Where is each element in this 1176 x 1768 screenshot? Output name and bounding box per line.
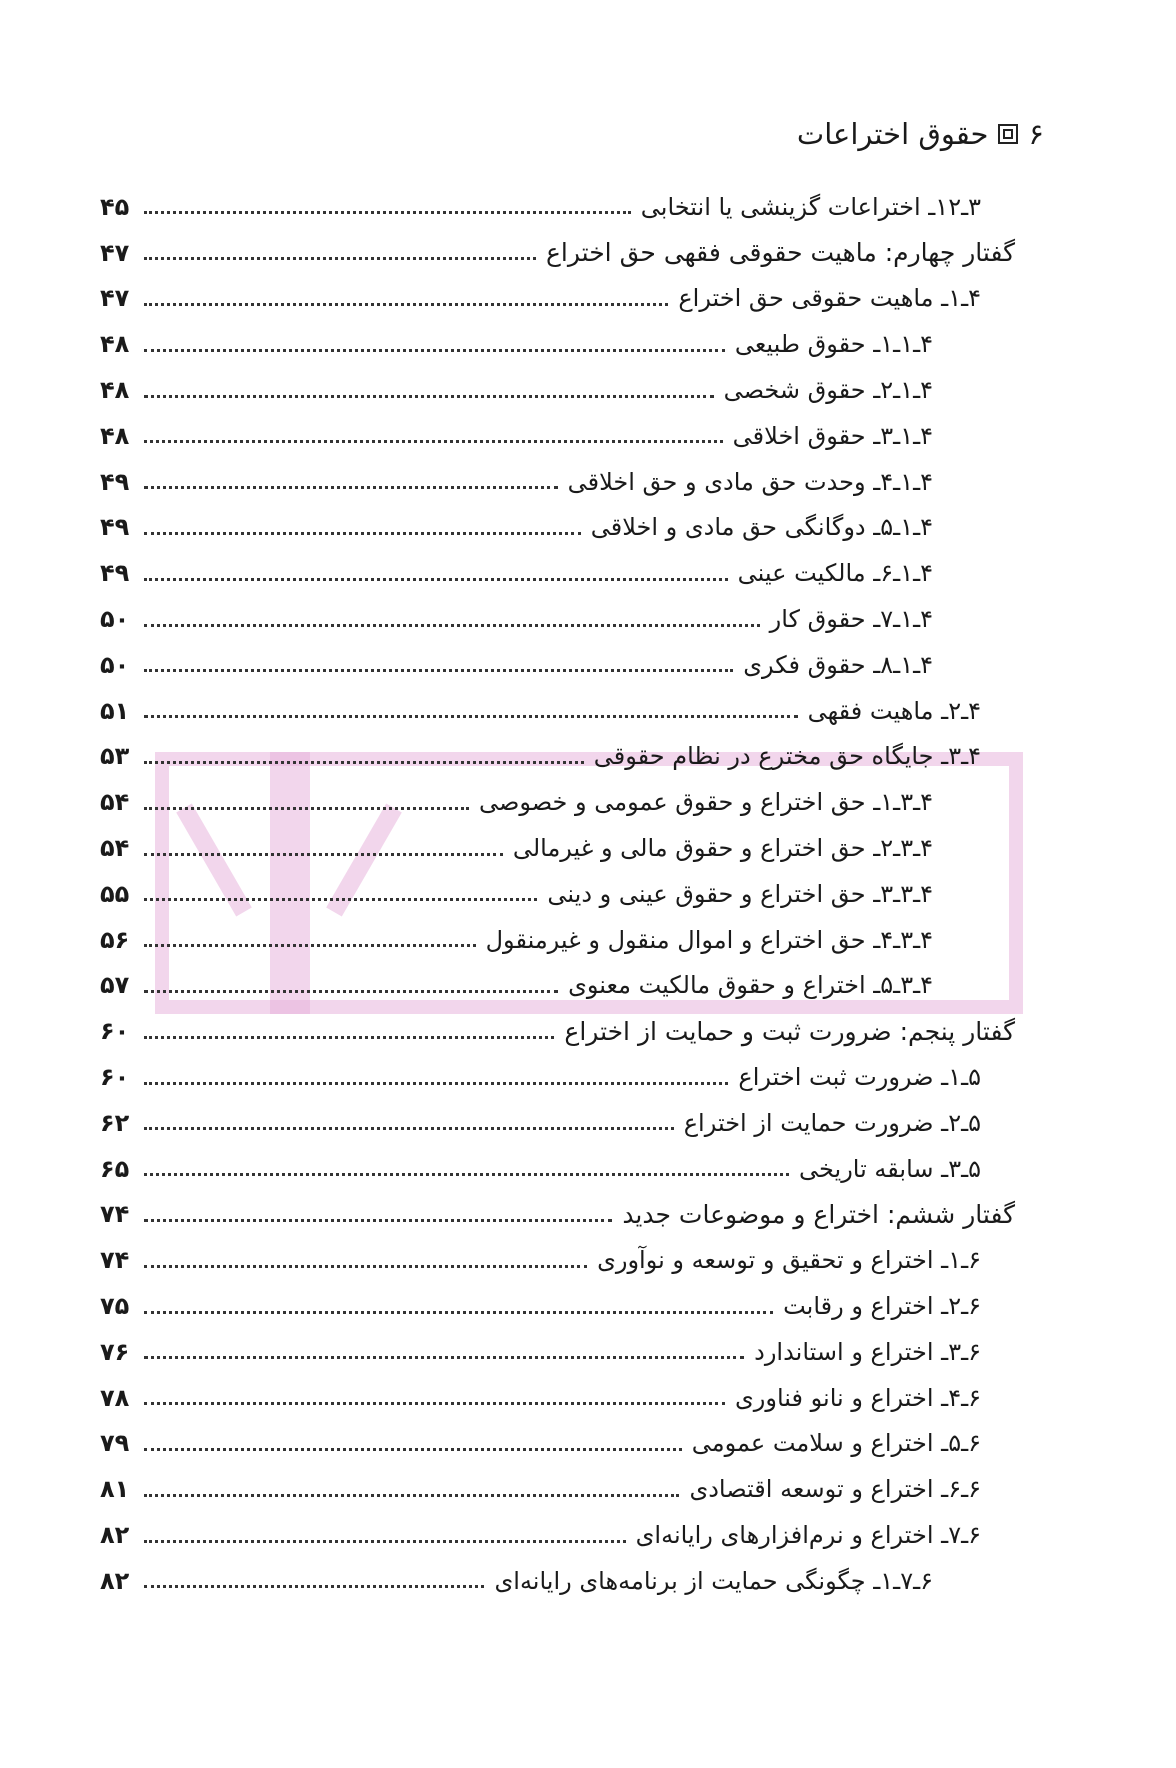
toc-entry (100, 505, 1015, 551)
dot-leader (144, 1082, 728, 1085)
dot-leader (144, 578, 728, 581)
toc-entry (100, 963, 1015, 1009)
toc-entry (100, 779, 1015, 825)
toc-entry (100, 184, 1015, 230)
page-number: ۶ (1028, 117, 1044, 151)
dot-leader (144, 1356, 744, 1359)
toc-entry-title: ۶ـ۱ـ اختراع و تحقیق و توسعه و نوآوری (597, 1246, 981, 1275)
dot-leader (144, 303, 668, 306)
toc-entry-page: ۵۳ (100, 742, 130, 771)
toc-entry-page: ۷۴ (100, 1200, 130, 1229)
toc-entry-title: ۴ـ۱ـ ماهیت حقوقی حق اختراع (678, 284, 981, 313)
toc-entry (100, 688, 1015, 734)
toc-entry-title: ۴ـ۳ـ۵ـ اختراع و حقوق مالکیت معنوی (568, 971, 933, 1000)
toc-entry-page: ۷۹ (100, 1429, 130, 1458)
dot-leader (144, 1173, 789, 1176)
toc-entry-page: ۴۷ (100, 238, 130, 267)
toc-entry-title: ۴ـ۱ـ۱ـ حقوق طبیعی (734, 330, 933, 359)
toc-entry (100, 825, 1015, 871)
toc-entry (100, 321, 1015, 367)
dot-leader (144, 807, 469, 810)
toc-entry (100, 871, 1015, 917)
dot-leader (144, 440, 723, 443)
toc-entry-page: ۵۰ (100, 605, 130, 634)
dot-leader (144, 1311, 773, 1314)
toc-entry-page: ۷۴ (100, 1246, 130, 1275)
dot-leader (144, 486, 558, 489)
toc-entry-title: ۳ـ۱۲ـ اختراعات گزینشی یا انتخابی (640, 192, 981, 221)
toc-entry (100, 734, 1015, 780)
toc-entry (100, 1283, 1015, 1329)
toc-entry (100, 1421, 1015, 1467)
toc-entry-title: ۴ـ۱ـ۷ـ حقوق کار (769, 605, 933, 634)
toc-entry-title: ۴ـ۱ـ۵ـ دوگانگی حق مادی و اخلاقی (590, 513, 933, 542)
dot-leader (144, 1402, 725, 1405)
dot-leader (144, 624, 760, 627)
toc-entry-page: ۵۴ (100, 788, 130, 817)
toc-entry (100, 413, 1015, 459)
toc-entry-title: ۵ـ۲ـ ضرورت حمایت از اختراع (683, 1108, 981, 1137)
toc-entry-title: ۴ـ۱ـ۳ـ حقوق اخلاقی (732, 421, 933, 450)
dot-leader (144, 211, 631, 214)
toc-entry-title: ۶ـ۳ـ اختراع و استاندارد (754, 1337, 981, 1366)
dot-leader (144, 898, 537, 901)
toc-entry-title: ۴ـ۳ـ۴ـ حق اختراع و اموال منقول و غیرمنقول (485, 925, 933, 954)
toc-entry-page: ۴۵ (100, 192, 130, 221)
toc-entry-title: ۴ـ۳ـ۱ـ حق اختراع و حقوق عمومی و خصوصی (478, 788, 933, 817)
dot-leader (144, 990, 558, 993)
toc-entry (100, 642, 1015, 688)
toc-entry-title: ۶ـ۷ـ اختراع و نرم‌افزارهای رایانه‌ای (635, 1521, 981, 1549)
toc-entry-page: ۶۵ (100, 1154, 130, 1183)
toc-entry (100, 596, 1015, 642)
page-header (797, 112, 1044, 156)
toc-entry (100, 276, 1015, 322)
toc-entry-page: ۷۸ (100, 1383, 130, 1412)
toc-entry (100, 1329, 1015, 1375)
toc-entry-page: ۸۲ (100, 1521, 130, 1549)
toc-entry-title: ۴ـ۳ـ جایگاه حق مخترع در نظام حقوقی (593, 742, 981, 771)
toc-entry-page: ۵۵ (100, 879, 130, 908)
toc-entry-page: ۶۰ (100, 1063, 130, 1092)
toc-entry-page: ۵۶ (100, 925, 130, 954)
toc-entry (100, 459, 1015, 505)
toc-entry (100, 1466, 1015, 1512)
toc-entry (100, 1054, 1015, 1100)
toc-entry-page: ۶۲ (100, 1108, 130, 1137)
toc-entry-title: ۵ـ۳ـ سابقه تاریخی (799, 1154, 981, 1183)
toc-entry-title: ۶ـ۴ـ اختراع و نانو فناوری (735, 1383, 981, 1412)
dot-leader (144, 715, 798, 718)
toc-entry-title: ۴ـ۱ـ۴ـ وحدت حق مادی و حق اخلاقی (567, 467, 933, 496)
toc-entry-page: ۸۱ (100, 1475, 130, 1504)
toc-entry-page: ۵۱ (100, 696, 130, 725)
toc-entry-page: ۵۴ (100, 834, 130, 863)
toc-entry-title: ۴ـ۳ـ۲ـ حق اختراع و حقوق مالی و غیرمالی (512, 834, 933, 863)
dot-leader (144, 395, 714, 398)
toc-entry (100, 1008, 1015, 1054)
book-title: حقوق اختراعات (796, 117, 989, 151)
dot-leader (144, 1585, 484, 1588)
toc-entry-title: ۶ـ۶ـ اختراع و توسعه اقتصادی (689, 1475, 981, 1504)
dot-leader (144, 853, 503, 856)
toc-entry-page: ۸۲ (100, 1566, 130, 1595)
toc-entry (100, 550, 1015, 596)
toc-entry-title: گفتار ششم: اختراع و موضوعات جدید (622, 1199, 1015, 1229)
toc-entry-title: ۴ـ۱ـ۸ـ حقوق فکری (743, 650, 933, 679)
toc-entry (100, 230, 1015, 276)
dot-leader (144, 349, 725, 352)
toc-entry-page: ۷۶ (100, 1337, 130, 1366)
toc-entry-title: گفتار چهارم: ماهیت حقوقی فقهی حق اختراع (546, 238, 1015, 268)
toc-entry-title: ۶ـ۲ـ اختراع و رقابت (783, 1292, 981, 1321)
dot-leader (144, 669, 733, 672)
dot-leader (144, 1127, 674, 1130)
dot-leader (144, 1265, 587, 1268)
toc-entry (100, 1512, 1015, 1558)
toc-entry (100, 1146, 1015, 1192)
table-of-contents (100, 184, 1015, 1604)
toc-entry (100, 917, 1015, 963)
toc-entry (100, 1237, 1015, 1283)
toc-entry-page: ۵۷ (100, 971, 130, 1000)
toc-entry-page: ۶۰ (100, 1017, 130, 1046)
dot-leader (144, 257, 536, 260)
toc-entry (100, 367, 1015, 413)
toc-entry (100, 1192, 1015, 1238)
toc-entry-page: ۴۸ (100, 421, 130, 450)
toc-entry-page: ۴۹ (100, 467, 130, 496)
dot-leader (144, 944, 476, 947)
dot-leader (144, 1448, 682, 1451)
toc-entry-page: ۴۹ (100, 559, 130, 588)
header-ornament-icon (998, 124, 1018, 144)
dot-leader (144, 1219, 612, 1222)
dot-leader (144, 1540, 626, 1543)
toc-entry-page: ۴۷ (100, 284, 130, 313)
toc-entry-page: ۴۸ (100, 330, 130, 359)
dot-leader (144, 1036, 554, 1039)
toc-entry (100, 1100, 1015, 1146)
toc-entry-title: ۴ـ۱ـ۲ـ حقوق شخصی (723, 376, 933, 405)
toc-entry-page: ۴۸ (100, 376, 130, 405)
dot-leader (144, 761, 584, 764)
toc-entry-page: ۵۰ (100, 650, 130, 679)
toc-entry-title: ۴ـ۱ـ۶ـ مالکیت عینی (737, 559, 933, 588)
toc-entry-title: ۴ـ۳ـ۳ـ حق اختراع و حقوق عینی و دینی (547, 879, 933, 908)
toc-entry-page: ۴۹ (100, 513, 130, 542)
toc-entry-title: ۶ـ۵ـ اختراع و سلامت عمومی (691, 1429, 981, 1458)
toc-entry (100, 1558, 1015, 1604)
toc-entry-title: ۴ـ۲ـ ماهیت فقهی (807, 696, 981, 725)
toc-entry-title: ۵ـ۱ـ ضرورت ثبت اختراع (738, 1063, 981, 1092)
toc-entry-title: گفتار پنجم: ضرورت ثبت و حمایت از اختراع (564, 1016, 1015, 1046)
dot-leader (144, 1494, 679, 1497)
toc-entry-page: ۷۵ (100, 1292, 130, 1321)
dot-leader (144, 532, 581, 535)
toc-entry (100, 1375, 1015, 1421)
toc-entry-title: ۶ـ۷ـ۱ـ چگونگی حمایت از برنامه‌های رایانه‌ای (494, 1566, 933, 1595)
